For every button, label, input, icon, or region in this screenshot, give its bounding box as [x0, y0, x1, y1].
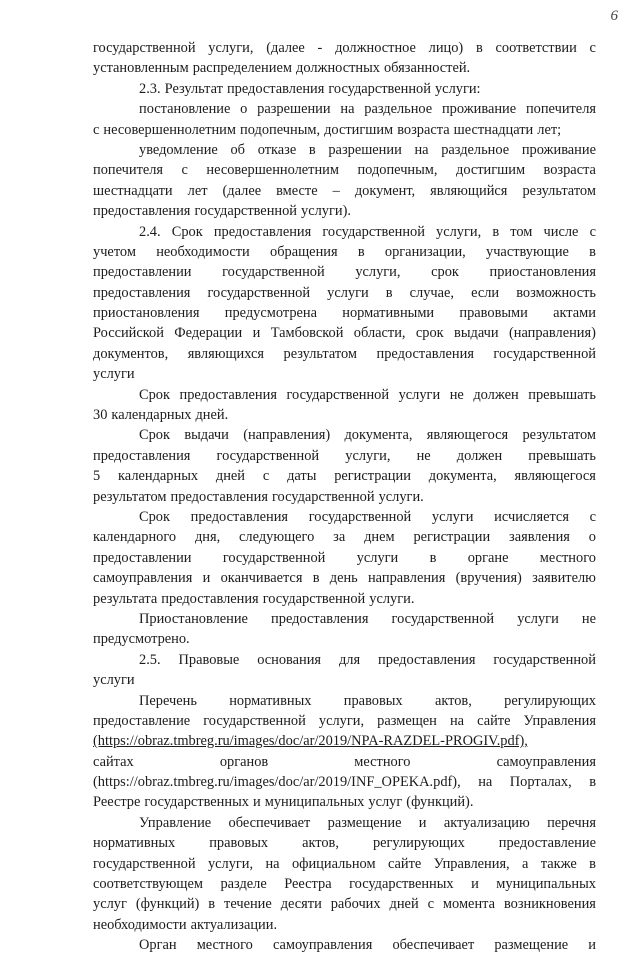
text-line: 5 календарных дней с даты регистрации документа, являющегося [93, 468, 596, 485]
paragraph [93, 691, 596, 813]
text-line: Срок предоставления государственной услуги не должен превышать [139, 386, 596, 403]
text-line: необходимости актуализации. [93, 916, 278, 933]
text-line: предоставлении государственной услуги в органе местного [93, 549, 596, 566]
paragraph [93, 935, 596, 955]
text-line: уведомление об отказе в разрешении на раздельное проживание [139, 141, 596, 158]
paragraph [93, 140, 596, 222]
text-line: 2.4. Срок предоставления государственной услуги, в том числе с [139, 223, 596, 240]
paragraph [93, 425, 596, 507]
text-line: (https://obraz.tmbreg.ru/images/doc/ar/2019/NPA-RAZDEL-PROGIV.pdf), [93, 733, 528, 750]
paragraph [93, 609, 596, 650]
text-line: предоставления государственной услуги, не должен превышать [93, 447, 596, 464]
text-line: услуг (функций) в течение десяти рабочих дней с момента возникновения [93, 896, 596, 913]
text-line: документов, являющихся результатом предоставления государственной [93, 345, 596, 362]
text-line: результатом предоставления государственной услуги. [93, 488, 424, 505]
text-line: Перечень нормативных правовых актов, регулирующих [139, 692, 596, 709]
text-line: Управление обеспечивает размещение и актуализацию перечня [139, 814, 596, 831]
paragraph [93, 222, 596, 385]
page-number: 6 [610, 8, 618, 24]
text-line: предоставление государственной услуги, размещен на сайте Управления [93, 712, 596, 729]
paragraph [93, 385, 596, 426]
text-line: результата предоставления государственной услуги. [93, 590, 415, 607]
text-line: (https://obraz.tmbreg.ru/images/doc/ar/2019/INF_OPEKA.pdf), на Порталах, в [93, 774, 596, 791]
paragraph [93, 38, 596, 79]
document-body [93, 38, 596, 956]
text-line: услуги [93, 672, 135, 689]
paragraph [93, 99, 596, 140]
text-line: шестнадцати лет (далее вместе – документ, являющийся результатом [93, 182, 596, 199]
text-line: 2.5. Правовые основания для предоставления государственной [139, 651, 596, 668]
text-line: сайтах органов местного самоуправления [93, 753, 596, 770]
text-line: учетом необходимости обращения в организации, участвующие в [93, 243, 596, 260]
text-line: Реестре государственных и муниципальных услуг (функций). [93, 794, 474, 811]
text-line: государственной услуги, на официальном сайте Управления, а также в [93, 855, 596, 872]
text-line: предоставления государственной услуги). [93, 203, 351, 220]
text-line: постановление о разрешении на раздельное проживание попечителя [139, 101, 596, 118]
text-line: соответствующем разделе Реестра государственных и муниципальных [93, 876, 596, 893]
text-line: самоуправления и оканчивается в день направления (вручения) заявителю [93, 570, 596, 587]
text-line: 30 календарных дней. [93, 407, 229, 424]
text-line: Приостановление предоставления государственной услуги не [139, 610, 596, 627]
paragraph [93, 507, 596, 609]
text-line: 2.3. Результат предоставления государственной услуги: [139, 80, 481, 97]
text-line: календарного дня, следующего за днем регистрации заявления о [93, 529, 596, 546]
text-line: Срок предоставления государственной услуги исчисляется с [139, 508, 596, 525]
text-line: предоставлении государственной услуги, срок приостановления [93, 264, 596, 281]
paragraph [93, 650, 596, 691]
text-line: попечителя с несовершеннолетним подопечным, достигшим возраста [93, 162, 596, 179]
paragraph [93, 813, 596, 935]
text-line: нормативных правовых актов, регулирующих предоставление [93, 835, 596, 852]
text-line: государственной услуги, (далее - должностное лицо) в соответствии с [93, 40, 596, 56]
text-line: предоставления государственной услуги в случае, если возможность [93, 284, 596, 301]
text-line: Срок выдачи (направления) документа, являющегося результатом [139, 427, 596, 444]
text-line: с несовершеннолетним подопечным, достигшим возраста шестнадцати лет; [93, 121, 562, 138]
paragraph [93, 79, 596, 99]
text-line: Орган местного самоуправления обеспечивает размещение и [139, 937, 596, 954]
text-line: приостановления предусмотрена нормативными правовыми актами [93, 305, 596, 322]
text-line: установленным распределением должностных обязанностей. [93, 60, 471, 77]
text-line: Российской Федерации и Тамбовской области, срок выдачи (направления) [93, 325, 596, 342]
text-line: услуги [93, 366, 135, 383]
text-line: предусмотрено. [93, 631, 190, 648]
